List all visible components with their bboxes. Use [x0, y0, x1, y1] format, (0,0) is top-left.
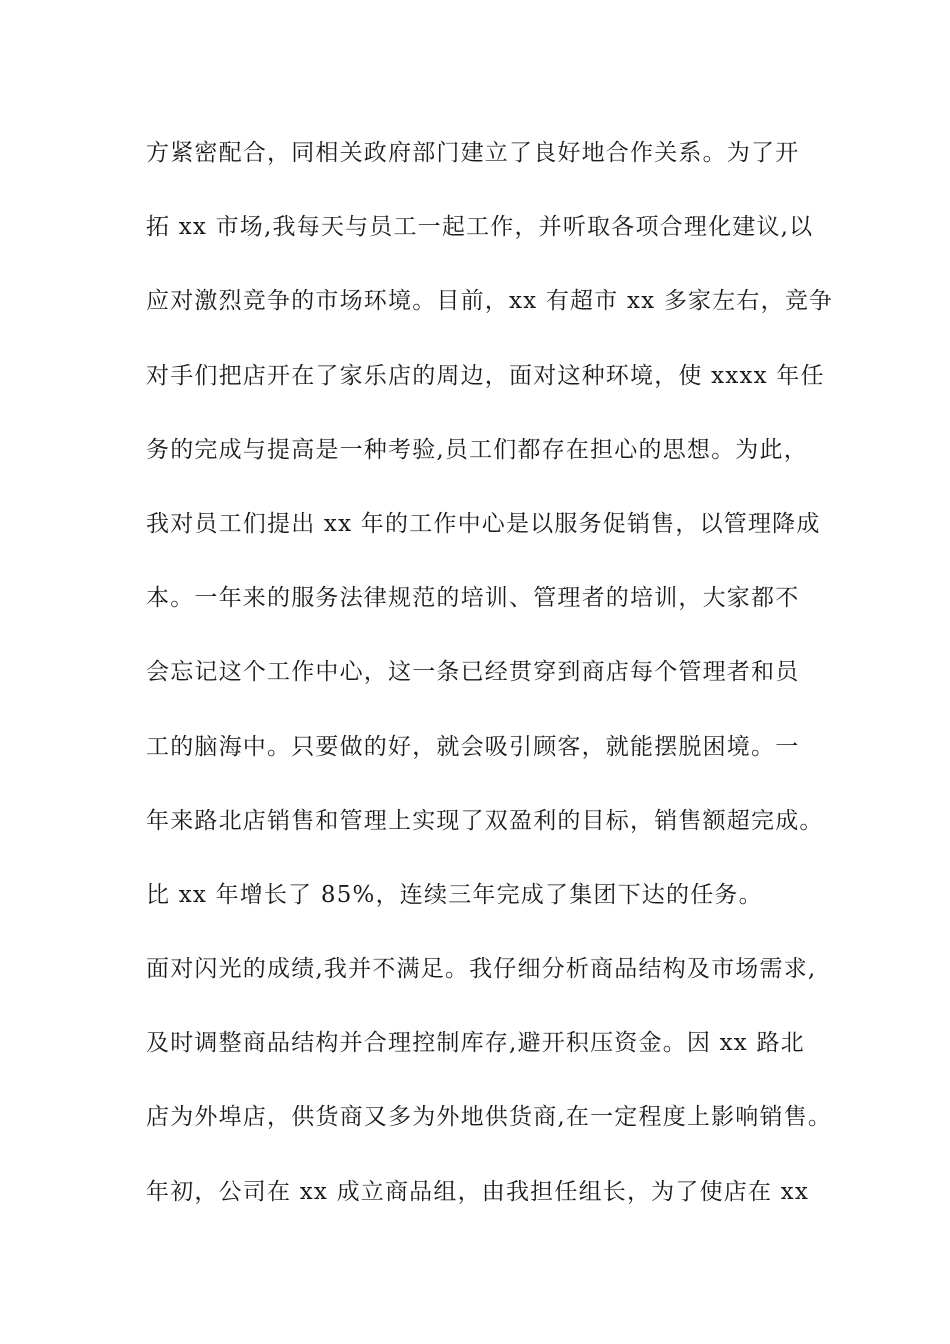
text-line: 比 xx 年增长了 85%，连续三年完成了集团下达的任务。	[146, 881, 763, 908]
text-line: 年来路北店销售和管理上实现了双盈利的目标，销售额超完成。	[146, 807, 824, 834]
text-line: 应对激烈竞争的市场环境。目前，xx 有超市 xx 多家左右，竞争	[146, 288, 834, 315]
text-line: 对手们把店开在了家乐店的周边，面对这种环境，使 xxxx 年任	[146, 362, 825, 389]
text-line: 面对闪光的成绩,我并不满足。我仔细分析商品结构及市场需求,	[146, 956, 817, 983]
text-line: 我对员工们提出 xx 年的工作中心是以服务促销售，以管理降成	[146, 510, 821, 537]
text-line: 方紧密配合，同相关政府部门建立了良好地合作关系。为了开	[146, 140, 800, 166]
body-text	[146, 133, 834, 1246]
text-line: 及时调整商品结构并合理控制库存,避开积压资金。因 xx 路北	[146, 1030, 805, 1057]
text-line: 年初，公司在 xx 成立商品组，由我担任组长，为了使店在 xx	[146, 1178, 810, 1205]
text-line: 工的脑海中。只要做的好，就会吸引顾客，就能摆脱困境。一	[146, 733, 800, 760]
text-line: 本。一年来的服务法律规范的培训、管理者的培训，大家都不	[146, 585, 800, 612]
text-line: 拓 xx 市场,我每天与员工一起工作，并听取各项合理化建议,以	[146, 214, 814, 241]
text-line: 务的完成与提高是一种考验,员工们都存在担心的思想。为此，	[146, 436, 808, 463]
text-line: 会忘记这个工作中心，这一条已经贯穿到商店每个管理者和员	[146, 659, 800, 686]
text-line: 店为外埠店，供货商又多为外地供货商,在一定程度上影响销售。	[146, 1104, 833, 1131]
